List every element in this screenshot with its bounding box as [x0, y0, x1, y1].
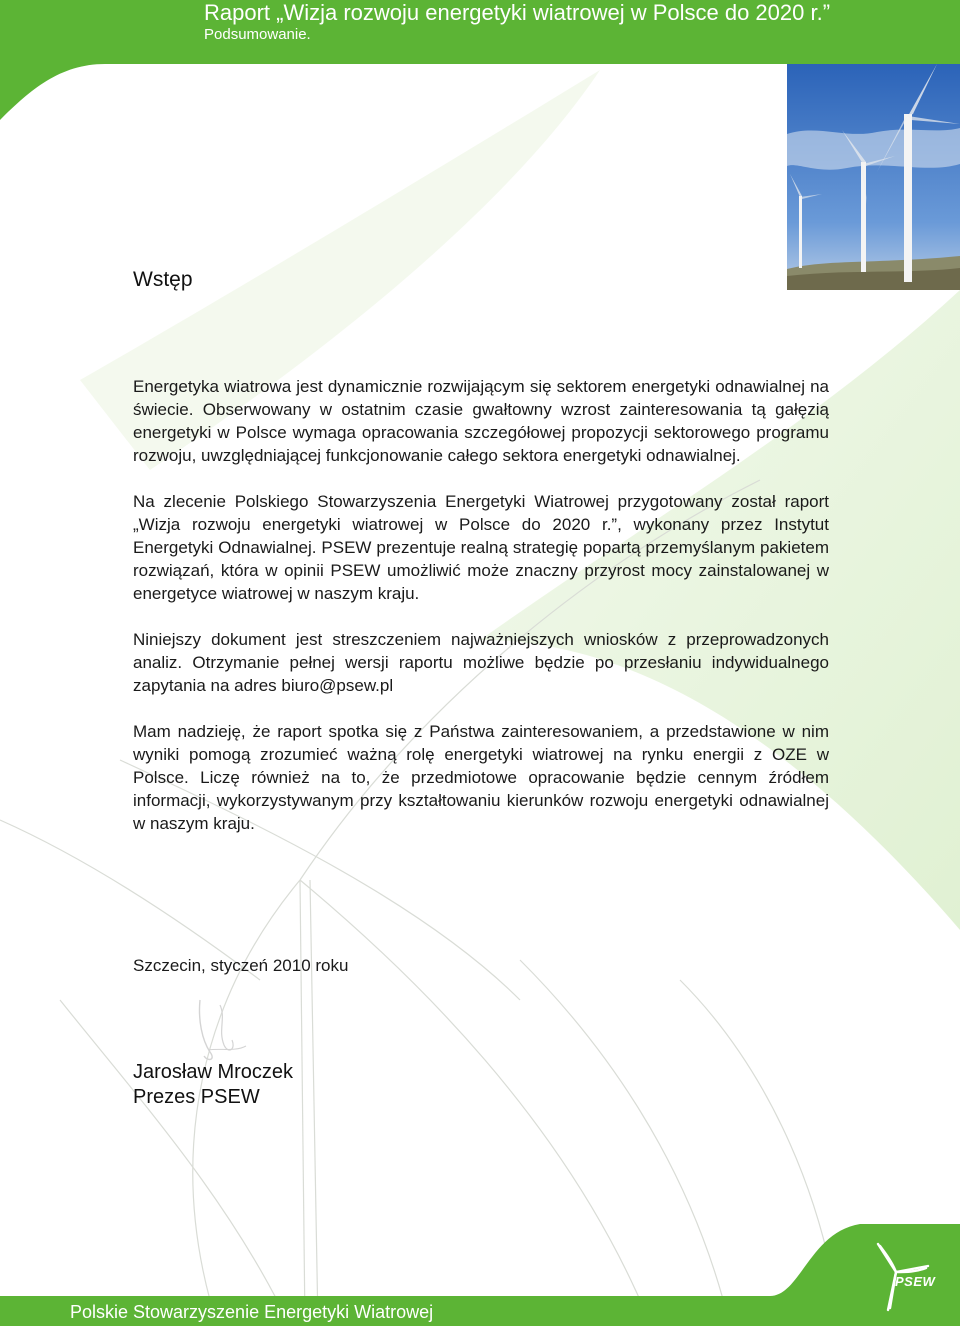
paragraph: Niniejszy dokument jest streszczeniem najważniejszych wniosków z przeprowadzonych analiz. Otrzymanie pełnej wersji raportu możliwe będzie po przesłaniu indywidualnego zapytania na adres biuro@psew.pl [133, 630, 829, 695]
wind-turbine-photo [787, 64, 960, 290]
paragraph: Mam nadzieję, że raport spotka się z Państwa zainteresowaniem, a przedstawione w nim wyniki pomogą zrozumieć ważną rolę energetyki wiatrowej na rynku energii z OZE w Polsce. Liczę również na to, że przedmiotowe opracowanie będzie cennym źródłem informacji, wykorzystywanym przy kształtowaniu kierunków rozwoju energetyki odnawialnej w naszym kraju. [133, 722, 829, 833]
psew-logo-text: PSEW [895, 1274, 936, 1289]
place-date: Szczecin, styczeń 2010 roku [133, 956, 349, 975]
header-title: Raport „Wizja rozwoju energetyki wiatrowej w Polsce do 2020 r.” [204, 0, 831, 25]
signature-image [180, 990, 270, 1070]
signatory-name: Jarosław Mroczek [133, 1061, 294, 1083]
paragraph: Na zlecenie Polskiego Stowarzyszenia Energetyki Wiatrowej przygotowany został raport „Wizja rozwoju energetyki wiatrowej w Polsce do 2020 r.”, wykonany przez Instytut Energetyki Odnawialnej. PSEW prezentuje realną strategię popartą przemyślanym pakietem rozwiązań, która w opinii PSEW umożliwić może znaczny przyrost mocy zainstalowanej w energetyce wiatrowej w naszym kraju. [133, 492, 829, 603]
body-text [133, 375, 829, 858]
header-subtitle: Podsumowanie. [204, 26, 311, 43]
paragraph: Energetyka wiatrowa jest dynamicznie rozwijającym się sektorem energetyki odnawialnej na świecie. Obserwowany w ostatnim czasie gwałtowny wzrost zainteresowania tą gałęzią energetyki w Polsce wymaga opracowania szczegółowej propozycji sektorowego programu rozwoju, uwzględniającej funkcjonowanie całego sektora energetyki odnawialnej. [133, 377, 829, 465]
footer-organization: Polskie Stowarzyszenie Energetyki Wiatrowej [70, 1302, 434, 1322]
signatory-role: Prezes PSEW [133, 1086, 260, 1108]
section-title: Wstęp [133, 268, 193, 291]
